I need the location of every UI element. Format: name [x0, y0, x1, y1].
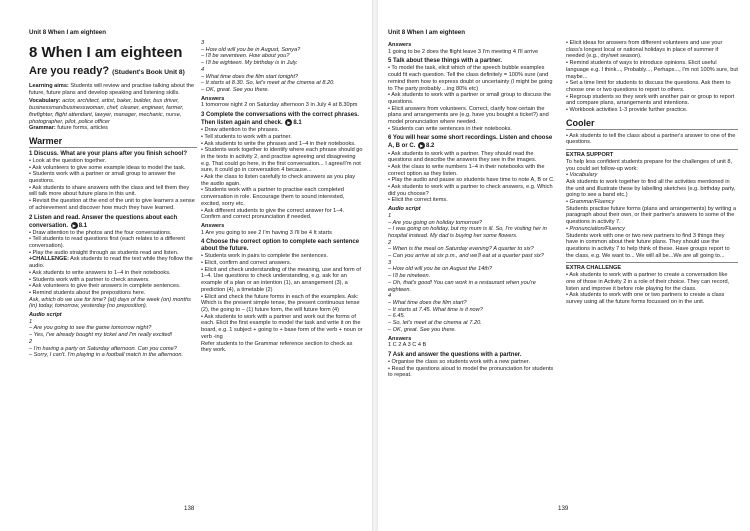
text-line: • Ask the class to listen carefully to check answers as you play the audio again. [201, 174, 355, 187]
text-line: – Oh, that's good! You can work in a restaurant when you're eighteen. [388, 279, 536, 293]
text-line: • To model the task, elicit which of the speech bubble examples could fit each question. Tell the class definitely = 100% sure (and remind them how to express doubt or uncertainty (I might be going to The party probably ...ing 80% etc) [388, 65, 553, 92]
text-line: – How old will you be in August, Sonya? [201, 46, 301, 53]
extra-support-heading: EXTRA SUPPORT [566, 149, 738, 159]
right-column-2 [566, 40, 738, 306]
text-line: – I'll be nineteen. [388, 273, 431, 280]
left-unit-tag: Unit 8 When I am eighteen [29, 29, 107, 36]
right-column-1 [388, 40, 558, 379]
left-audio-script-label: Audio script [29, 312, 62, 319]
text-line: – Yes, I've already bought my ticket and I'm really excited! [29, 332, 173, 339]
text-line: • Students work with a partner to practise each completed conversation in role. Encourage them to sound interested, excited, sorry etc. [201, 187, 345, 207]
text-line: – I'm having a party on Saturday afternoon. Can you come? [29, 345, 177, 352]
audio-icon: ▶ [72, 222, 76, 228]
text-line: • Draw attention to the phrases. [201, 127, 280, 134]
extra-challenge-text-2: • Ask students to work with one or two partners to create a class survey using all the future forms focussed on in the unit. [566, 292, 725, 305]
warmer-heading: Warmer [29, 136, 197, 148]
text-line: 4 [388, 293, 392, 300]
unit-title: 8 When I am eighteen [29, 44, 183, 61]
answers-mid-label: Answers [388, 335, 412, 342]
text-line: – 6.45. [388, 313, 406, 320]
vocabulary: Vocabulary: actor, architect, artist, baker, builder, bus driver, businessman/businesswoman, chef, cleaner, engineer, farmer, firefighter, flight attendant, lawyer, manager, mechanic, nurse, photographer, pilot, police officer [29, 98, 184, 125]
text-line: 2 [388, 239, 392, 246]
ready-ref: (Student's Book Unit 8) [112, 69, 185, 76]
right-unit-tag: Unit 8 When I am eighteen [388, 29, 466, 36]
text-line: 4 [201, 66, 205, 73]
ex7-list-cont [566, 40, 738, 114]
text-line: – I was going on holiday, but my mum is ill. So, I'm visiting her in hospital instead. My dad is buying her some flowers. [388, 226, 547, 239]
text-line: • Ask students to share answers with the class and tell them they will talk more about future plans in this unit. [29, 184, 190, 198]
text-line: • Look at the question together. [29, 157, 107, 164]
text-line: – How old will you be on August the 14th? [388, 266, 492, 273]
pron-text: Students work with one or two new partners to find 3 things they have in common about their future plans. They should use the questions in activity 7 to help think of these. Have groups report to the class, e.g. We want to... We will all be...We are all going to... [566, 232, 730, 259]
text-line: – I'll be seventeen. How about you? [201, 53, 290, 60]
ex6-list [388, 151, 558, 205]
left-page [0, 0, 372, 531]
text-line: • Remind students about the prepositions here. [29, 289, 146, 296]
audio-icon: ▶ [287, 120, 291, 126]
text-line: Refer students to the Grammar reference section to check as they work. [201, 340, 353, 354]
answers-2: 1 Are you going to see 2 I'm having 3 I'll be 4 It starts [201, 229, 332, 236]
audio-icon: ▶ [419, 143, 424, 149]
text-line: • Revisit the question at the end of the unit to give learners a sense of achievement and discover how much they have learned. [29, 198, 195, 211]
ex2-challenge: +CHALLENGE: Ask students to read the text while they follow the audio. [29, 256, 193, 270]
extra-support-intro: To help less confident students prepare for the challenges of unit 8, you could set follow-up work: [566, 158, 733, 172]
ex3-list [201, 127, 363, 221]
text-line: 3 [201, 40, 205, 46]
grammar-label: • Grammar/Fluency [566, 199, 615, 206]
grammar-text: Students practise future forms (plans and arrangements) by writing a paragraph about their own, or their partner's answers to some of the questions in activity 7. [566, 205, 737, 226]
text-line: 1 [29, 318, 33, 325]
answers-mid: 1 C 2 A 3 C 4 B [388, 342, 427, 349]
text-line: • Remind students of ways to introduce opinions. Elicit useful language e.g. I think..., Probably..., Perhaps..., I'm not 100% sure, but maybe... [566, 60, 738, 80]
text-line: • Elicit and check the future forms in each of the examples. Ask: Which is the present simple tense, the present continuous tense (2), the going to – (1) future form, the will future form (4) [201, 293, 360, 313]
text-line: • Elicit ideas for answers from different volunteers and use your class's longest local or national holidays in place of summer if needed (e.g., dry/wet season). [566, 40, 723, 60]
pron-label: • Pronunciation/Fluency [566, 225, 625, 232]
text-line: • Ask volunteers to give some example ideas to model the task. [29, 164, 186, 171]
ex2-list-2 [29, 270, 197, 297]
text-line: • Play the audio and pause so students have time to note A, B or C. [388, 177, 555, 184]
text-line: – Can you arrive at six p.m., and we'll eat at a quarter past six? [388, 253, 544, 260]
answers-2-label: Answers [201, 222, 225, 229]
ex5-list [388, 65, 558, 132]
text-line: – So, let's meet at the cinema at 7.20. [388, 320, 482, 327]
text-line: • Ask different students to give the correct answer for 1–4. Confirm and correct pronunciation if needed. [201, 207, 345, 221]
text-line: – When is the meal on Saturday evening? A quarter to six? [388, 246, 534, 253]
text-line: – What time does the film start tonight? [201, 73, 299, 80]
cooler-heading: Cooler [566, 118, 738, 130]
text-line: • Read the questions aloud to model the pronunciation for students to repeat. [388, 365, 554, 379]
left-column-1 [29, 40, 197, 359]
text-line: • Tell students to read questions first (each relates to a different conversation). [29, 236, 185, 250]
right-audio-script-label: Audio script [388, 206, 421, 213]
grammar: Grammar: future forms, articles [29, 125, 108, 132]
text-line: • Students work with a partner to check answers. [29, 276, 150, 283]
text-line: • Students can write sentences in their notebooks. [388, 125, 512, 132]
text-line: • Tell students to work with a partner. [201, 133, 292, 140]
ex1-list [29, 158, 197, 212]
ex5-title: 5 Talk about these things with a partner. [388, 58, 502, 65]
text-line: – I'll be eighteen. My birthday is in July. [201, 60, 298, 67]
text-line: – Are you going on holiday tomorrow? [388, 219, 483, 226]
answers-1: 1 tomorrow night 2 on Saturday afternoon 3 in July 4 at 8.30pm [201, 102, 358, 109]
ex2-ask: Ask, which do we use for time? (at) days of the week (on) months (in) today, tomorrow, yesterday (no preposition). [29, 296, 191, 310]
vocab-text: Ask students to work together to find all the activities mentioned in the unit and illustrate these by labelling sketches (e.g. birthday party, going to see a band etc.) [566, 178, 736, 199]
text-line: – OK, great. See you there. [201, 86, 270, 93]
text-line: 2 [29, 338, 33, 345]
text-line: • Ask volunteers to give their answers in complete sentences. [29, 283, 181, 290]
text-line: • Ask students to work with a partner. They should read the questions and describe the answers they see in the images. [388, 150, 537, 164]
answers-top-label: Answers [388, 42, 412, 48]
text-line: 3 [388, 259, 392, 266]
text-line: 1 [388, 212, 392, 219]
text-line: • Elicit and check understanding of the meaning, use and form of 1–4. Use questions to check understanding, e.g. ask for an example of a plan or an intention (1), an arrangement (3), a prediction (4), a timetable (2) [201, 266, 361, 293]
text-line: • Ask the class to write numbers 1–4 in their notebooks with the correct option as they listen. [388, 163, 545, 177]
left-page-number: 138 [184, 505, 195, 512]
text-line: • Organise the class so students work with a new partner. [388, 358, 530, 365]
right-page [378, 0, 750, 531]
text-line: • Students work with a partner or small group to answer the questions. [29, 171, 176, 185]
text-line: • Elicit answers from volunteers. Correct, clarify how certain the plans and arrangements are (e.g. have you bought a ticket?) and model pronunciation where needed. [388, 105, 549, 126]
text-line: – What time does the film start? [388, 299, 467, 306]
left-column-2 [201, 40, 363, 354]
text-line: – It starts at 8.30. So, let's meet at the cinema at 8.20. [201, 80, 335, 87]
text-line: • Regroup students so they work with another pair or group to report and compare plans, arrangements and intentions. [566, 93, 735, 107]
extra-challenge-text: • Ask students to work with a partner to create a conversation like one of those in Activity 2 in a role of their choice. They can record, listen and improve it before role playing for the class. [566, 272, 730, 292]
vocab-label: • Vocabulary [566, 172, 598, 179]
text-line: – OK, great. See you there. [388, 326, 457, 333]
text-line: • Ask students to write answers to 1–4 in their notebooks. [29, 269, 171, 276]
text-line: • Elicit, confirm and correct answers. [201, 260, 292, 267]
ex3-title: 3 Complete the conversations with the correct phrases. Then listen again and check. ▶ 8.1 [201, 112, 360, 127]
text-line: • Draw attention to the photos and the four conversations. [29, 229, 172, 236]
cooler-text: • Ask students to tell the class about a partner's answer to one of the questions. [566, 132, 736, 146]
learning-aims: Learning aims: Students will review and practise talking about the future, future plans and develop speaking and listening skills. [29, 83, 195, 96]
text-line: • Ask students to work with a partner and work out the forms of each. Elicit the first example to model the task and write it on the board, e.g. 1 subject + going to + base form of the verb + noun or verb -ing [201, 313, 363, 340]
text-line: • Play the audio straight through as students read and listen. [29, 249, 179, 256]
answers-top: 1 going to be 2 does the flight leave 3 I'm meeting 4 I'll arrive [388, 48, 539, 55]
ex2-list [29, 230, 197, 257]
text-line: • Students work in pairs to complete the sentences. [201, 253, 328, 260]
ready-title: Are you ready? (Student's Book Unit 8) [29, 65, 185, 77]
text-line: – It starts at 7.45. What time is it now? [388, 306, 483, 313]
text-line: • Ask students to write the phrases and 1–4 in their notebooks. [201, 140, 356, 147]
ex6-title: 6 You will hear some short recordings. Listen and choose A, B or C. ▶ 8.2 [388, 135, 553, 150]
text-line: – Are you going to see the game tomorrow night? [29, 325, 152, 332]
left-audio-script [29, 319, 197, 359]
answers-1-label: Answers [201, 95, 225, 102]
ex2-title: 2 Listen and read. Answer the questions about each conversation. ▶ 8.1 [29, 214, 178, 229]
ex1-title: 1 Discuss. What are your plans after you finish school? [29, 150, 188, 157]
text-line: • Set a time limit for students to discuss the questions. Ask them to choose one or two questions to report to others. [566, 80, 731, 93]
extra-challenge-heading: EXTRA CHALLENGE [566, 262, 738, 272]
ex4-title: 4 Choose the correct option to complete each sentence about the future. [201, 239, 360, 253]
ex7-title: 7 Ask and answer the questions with a partner. [388, 351, 522, 358]
text-line: • Workbook activities 1-3 provide further practice. [566, 107, 688, 114]
text-line: • Ask students to work with a partner to check answers, e.g. Which did you choose? [388, 184, 553, 197]
ex4-list [201, 253, 363, 354]
text-line: • Students work together to identify where each phrase should go in the texts in activity 2, and practise agreeing and disagreeing e.g. That could go here, in the first conversation... I agree/I'm not sure, it could go in conversation 4 because... [201, 147, 363, 174]
text-line: • Ask students to work with a partner or small group to discuss the questions. [388, 92, 552, 105]
text-line: – Sorry, I can't. I'm playing in a football match in the afternoon. [29, 352, 184, 359]
left-audio-script-cont [201, 40, 363, 94]
right-audio-script [388, 213, 558, 334]
ex7-list [388, 359, 558, 379]
text-line: • Elicit the correct items. [388, 197, 448, 204]
right-page-number: 139 [558, 505, 569, 512]
